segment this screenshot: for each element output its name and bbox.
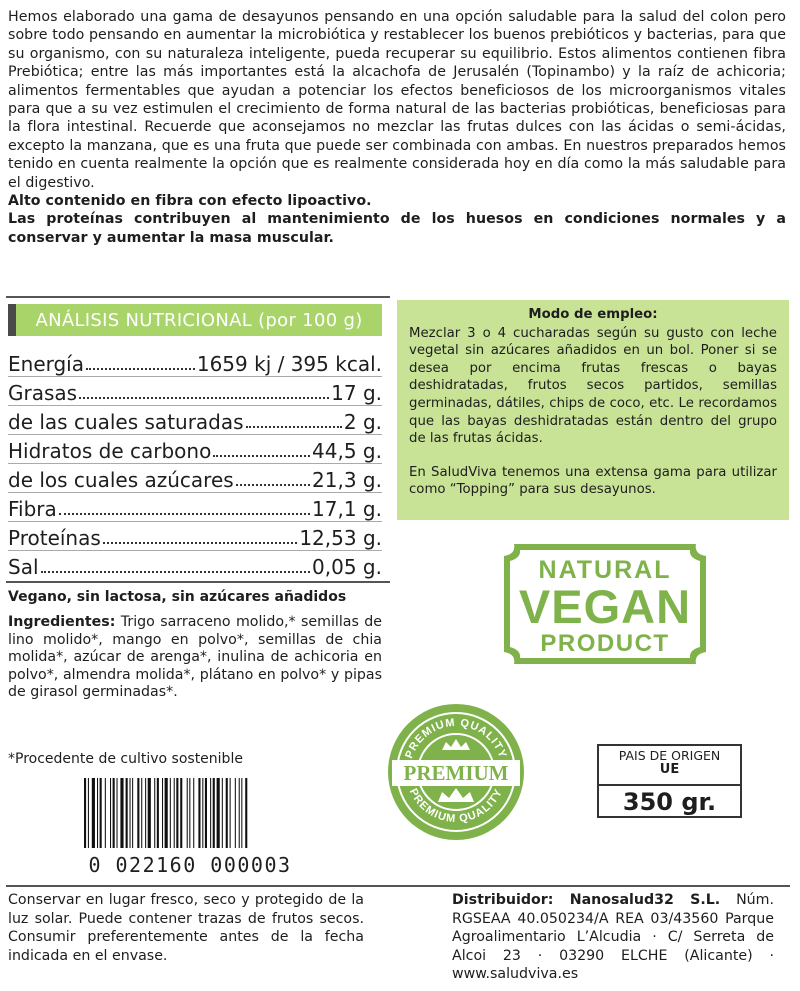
- dot-leader: [236, 483, 310, 486]
- barcode-bar: [174, 778, 175, 848]
- barcode-bar: [176, 778, 178, 848]
- barcode-bar: [205, 778, 207, 848]
- origin-box: [597, 744, 742, 818]
- barcode-bar: [97, 778, 98, 848]
- divider: [6, 885, 790, 887]
- nutrition-value: 17 g.: [331, 381, 382, 405]
- nutrition-value: 1659 kj / 395 kcal.: [196, 352, 382, 376]
- nutrition-row-fibra: [8, 494, 382, 522]
- barcode-bar: [88, 778, 89, 848]
- nutrition-row-energia: [8, 349, 382, 377]
- dot-leader: [59, 512, 310, 515]
- barcode-bar: [157, 778, 159, 848]
- nutrition-row-saturadas: [8, 407, 382, 435]
- barcode-bar: [180, 778, 182, 848]
- topping-text: En SaludViva tenemos una extensa gama para utilizar como “Topping” para sus desayunos.: [409, 464, 777, 498]
- premium-quality-seal: [386, 702, 526, 842]
- barcode-bar: [110, 778, 111, 848]
- barcode-bar: [162, 778, 163, 848]
- barcode-bar: [235, 778, 236, 848]
- origin-country: UE: [659, 762, 680, 777]
- barcode-bar: [100, 778, 102, 848]
- intro-text: [8, 8, 786, 247]
- origin-label: PAIS DE ORIGEN: [618, 748, 721, 763]
- dot-leader: [86, 367, 195, 370]
- divider: [6, 296, 390, 298]
- barcode-bar: [170, 778, 171, 848]
- barcode-bar: [230, 778, 231, 848]
- nutrition-value: 0,05 g.: [312, 555, 382, 579]
- nutrition-label: de las cuales saturadas: [8, 410, 244, 434]
- barcode-bar: [120, 778, 123, 848]
- nutrition-row-hidratos: [8, 436, 382, 464]
- nutrition-row-sal: [8, 552, 382, 579]
- premium-ring-bottom: PREMIUM QUALITY: [406, 786, 506, 826]
- barcode-bar: [245, 778, 247, 848]
- usage-title: Modo de empleo:: [528, 307, 658, 322]
- barcode-bar: [165, 778, 168, 848]
- storage-instructions: Conservar en lugar fresco, seco y protegido de la luz solar. Puede contener trazas de frutos secos. Consumir preferentemente antes de la fecha indicada en el envase.: [8, 892, 364, 964]
- barcode-bar: [198, 778, 200, 848]
- barcode-bar: [141, 778, 142, 848]
- nutrition-row-grasas: [8, 378, 382, 406]
- distributor-text: Núm. RGSEAA 40.050234/A REA 03/43560 Parque Agroalimentario L’Alcudia · C/ Serreta de Alcoi 23 · 03290 ELCHE (Alicante) · www.saludviva.es: [452, 892, 774, 982]
- barcode-bar: [105, 778, 106, 848]
- barcode-bar: [226, 778, 228, 848]
- natural-vegan-badge: [500, 540, 710, 668]
- barcode-bar: [130, 778, 131, 848]
- barcode-bar: [154, 778, 155, 848]
- distributor-info: [452, 891, 774, 984]
- barcode-bar: [241, 778, 242, 848]
- barcode-bar: [210, 778, 211, 848]
- ingredients-text: Trigo sarraceno molido,* semillas de lino molido*, mango en polvo*, semillas de chia molida*, azúcar de arenga*, inulina de achicoria en polvo*, almendra molida*, plátano en polvo* y pipas de girasol germinadas*.: [8, 614, 382, 701]
- barcode-bar: [145, 778, 146, 848]
- intro-paragraph: Hemos elaborado una gama de desayunos pensando en una opción saludable para la salud del colon pero sobre todo pensando en aumentar la microbiótica y restablecer los buenos prebióticos y bacterias, para que su organismo, con su naturaleza inteligente, pueda recuperar su equilibrio. Estos alimentos contienen fibra Prebiótica; entre las más importantes está la alcachofa de Jerusalén (Topinambo) y la raíz de achicoria; alimentos fermentables que ayudan a potenciar los efectos beneficiosos de los microorganismos vitales para que a su vez estimulen el crecimiento de forma natural de las bacterias probióticas, beneficiosas para la flora intestinal. Recuerde que aconsejamos no mezclar las frutas dulces con las ácidas o semi-ácidas, excepto la manzana, que es una fruta que puede ser combinada con ambas. En nuestros preparados hemos tenido en cuenta realmente la opción que es realmente considerada hoy en día como la más saludable para el digestivo.: [8, 9, 786, 191]
- distributor-label: Distribuidor: Nanosalud32 S.L.: [452, 892, 721, 908]
- barcode-bar: [117, 778, 118, 848]
- nutrition-label: Grasas: [8, 381, 78, 405]
- barcode-bar: [84, 778, 86, 848]
- nutrition-value: 2 g.: [343, 410, 382, 434]
- barcode-bar: [137, 778, 139, 848]
- nutrition-value: 44,5 g.: [312, 439, 382, 463]
- sustainability-note: *Procedente de cultivo sostenible: [8, 751, 243, 767]
- premium-label: PREMIUM: [403, 761, 509, 785]
- nutrition-label: Proteínas: [8, 526, 101, 550]
- dot-leader: [79, 396, 329, 399]
- barcode-bar: [148, 778, 151, 848]
- nutrition-header-label: ANÁLISIS NUTRICIONAL (por 100 g): [35, 309, 363, 331]
- barcode-bar: [92, 778, 95, 848]
- net-weight: 350 gr.: [599, 784, 740, 816]
- barcode-bar: [132, 778, 133, 848]
- barcode-bar: [187, 778, 188, 848]
- dot-leader: [103, 541, 298, 544]
- ingredients-label: Ingredientes:: [8, 614, 116, 630]
- vegan-badge-line2: VEGAN: [518, 580, 692, 633]
- usage-panel: [397, 300, 789, 520]
- fiber-claim: Alto contenido en fibra con efecto lipoactivo.: [8, 193, 372, 210]
- usage-text: Mezclar 3 o 4 cucharadas según su gusto con leche vegetal sin azúcares añadidos en un bol. Poner si se desea por encima frutas frescas o bayas deshidratadas, frutos secos partidos, semillas germinadas, dátiles, chips de coco, etc. Le recordamos que las bayas deshidratadas están dentro del grupo de las frutas ácidas.: [409, 325, 777, 447]
- vegan-badge-line1: NATURAL: [538, 556, 672, 584]
- nutrition-label: Fibra: [8, 497, 57, 521]
- barcode-number: 0 022160 000003: [88, 853, 292, 877]
- dot-leader: [41, 570, 311, 573]
- barcode-bar: [193, 778, 194, 848]
- nutrition-label: de los cuales azúcares: [8, 468, 234, 492]
- barcode-bar: [189, 778, 190, 848]
- barcode-bar: [202, 778, 203, 848]
- barcode-bar: [239, 778, 240, 848]
- premium-ring-top: PREMIUM QUALITY: [403, 716, 509, 761]
- barcode-bar: [126, 778, 128, 848]
- nutrition-value: 17,1 g.: [312, 497, 382, 521]
- protein-claim: Las proteínas contribuyen al mantenimiento de los huesos en condiciones normales y a conservar y aumentar la masa muscular.: [8, 211, 786, 246]
- ingredients: [8, 614, 382, 702]
- barcode-bar: [222, 778, 223, 848]
- barcode-bar: [213, 778, 215, 848]
- dot-leader: [246, 425, 342, 428]
- barcode-image: [82, 778, 302, 848]
- vegan-badge-line3: PRODUCT: [540, 630, 670, 657]
- nutrition-label: Sal: [8, 555, 39, 579]
- barcode-bar: [217, 778, 220, 848]
- nutrition-value: 21,3 g.: [312, 468, 382, 492]
- barcode-bar: [113, 778, 115, 848]
- dot-leader: [213, 454, 310, 457]
- nutrition-label: Energía: [8, 352, 84, 376]
- nutrition-row-azucares: [8, 465, 382, 493]
- nutrition-label: Hidratos de carbono: [8, 439, 212, 463]
- nutrition-row-proteinas: [8, 523, 382, 551]
- divider: [6, 581, 390, 583]
- dietary-claims: Vegano, sin lactosa, sin azúcares añadidos: [8, 589, 347, 605]
- nutrition-value: 12,53 g.: [299, 526, 382, 550]
- nutrition-header: [8, 304, 382, 336]
